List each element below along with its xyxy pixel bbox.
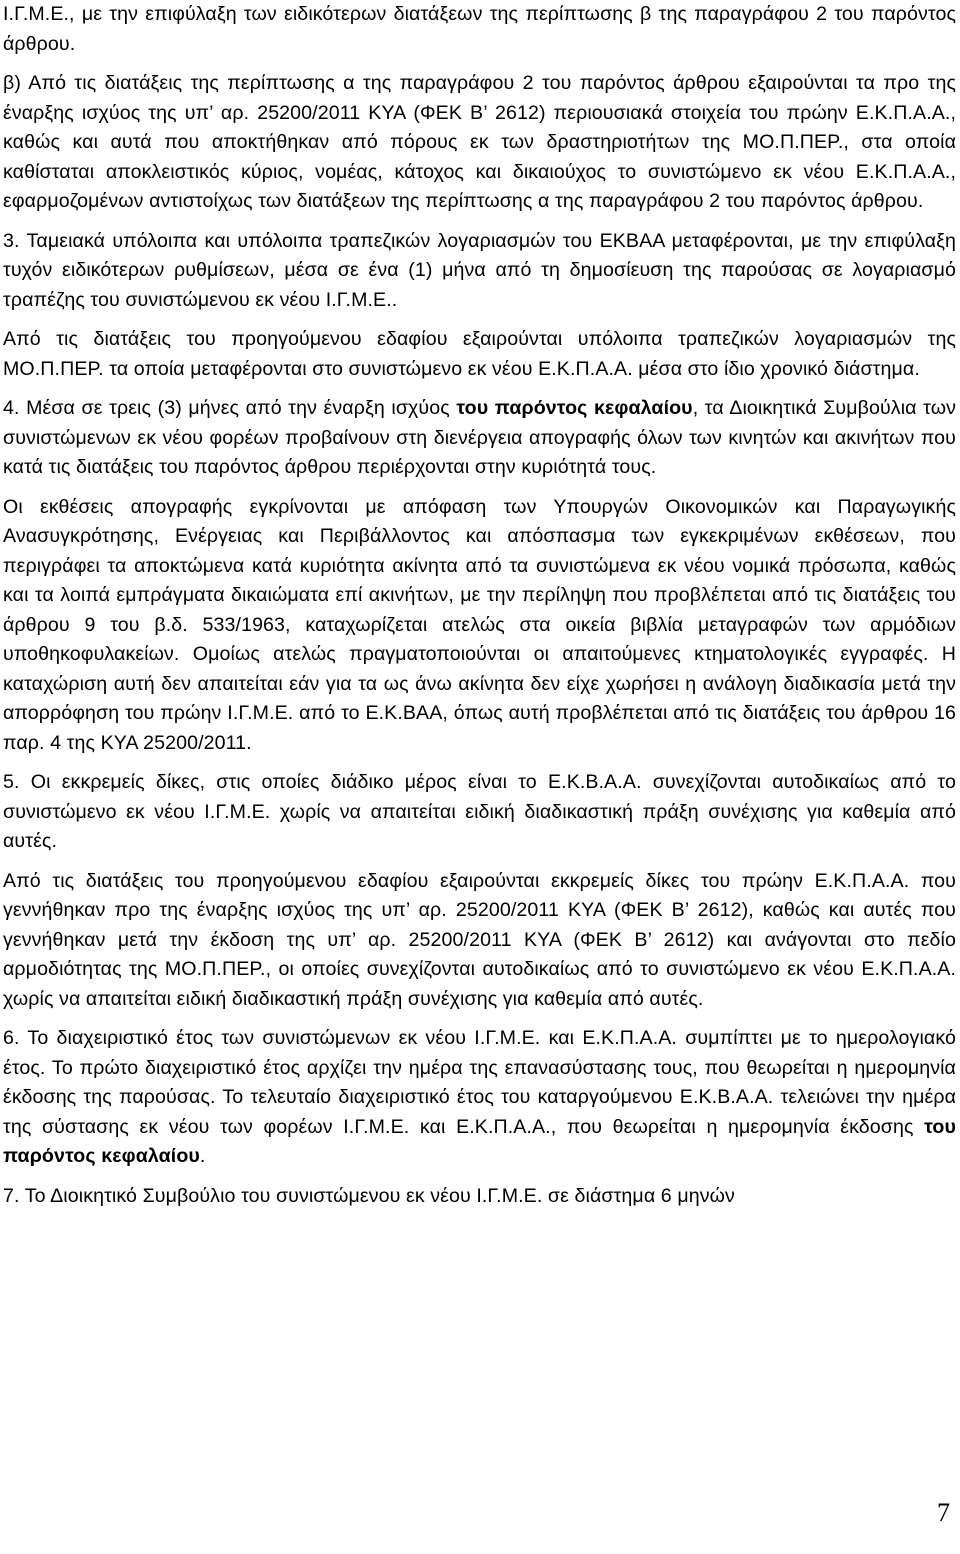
paragraph-text: Ι.Γ.Μ.Ε., με την επιφύλαξη των ειδικότερων διατάξεων της περίπτωσης β της παραγράφου 2 του παρόντος άρθρου. [3, 3, 956, 55]
paragraph [3, 867, 956, 1015]
paragraph-text: Από τις διατάξεις του προηγούμενου εδαφίου εξαιρούνται υπόλοιπα τραπεζικών λογαριασμών της ΜΟ.Π.ΠΕΡ. τα οποία μεταφέρονται στο συνιστώμενο εκ νέου Ε.Κ.Π.Α.Α. μέσα στο ίδιο χρονικό διάστημα. [3, 328, 956, 380]
paragraph-text: Από τις διατάξεις του προηγούμενου εδαφίου εξαιρούνται εκκρεμείς δίκες του πρώην Ε.Κ.Π.Α.Α. που γεννήθηκαν προ της έναρξης ισχύος της υπ’ αρ. 25200/2011 ΚΥΑ (ΦΕΚ Β’ 2612), καθώς και αυτές που γεννήθηκαν μετά την έκδοση της υπ’ αρ. 25200/2011 ΚΥΑ (ΦΕΚ Β’ 2612) και ανάγονται στο πεδίο αρμοδιότητας της ΜΟ.Π.ΠΕΡ., οι οποίες συνεχίζονται αυτοδικαίως από το συνιστώμενο εκ νέου Ε.Κ.Π.Α.Α. χωρίς να απαιτείται ειδική διαδικαστική πράξη συνέχισης για καθεμία από αυτές. [3, 869, 956, 1010]
paragraph-text: 4. Μέσα σε τρεις (3) μήνες από την έναρξη ισχύος [3, 397, 457, 419]
paragraph [3, 493, 956, 759]
paragraph [3, 394, 956, 483]
paragraph [3, 69, 956, 217]
paragraph-text: 5. Οι εκκρεμείς δίκες, στις οποίες διάδικο μέρος είναι το Ε.Κ.Β.Α.Α. συνεχίζονται αυτοδικαίως από το συνιστώμενο εκ νέου Ι.Γ.Μ.Ε. χωρίς να απαιτείται ειδική διαδικαστική πράξη συνέχισης για καθεμία από αυτές. [3, 771, 956, 852]
paragraph [3, 1182, 956, 1212]
paragraph-text: , τα Διοικητικά Συμβούλια των συνιστώμενων εκ νέου φορέων προβαίνουν στη διενέργεια απογραφής όλων των κινητών και ακινήτων που κατά τις διατάξεις του παρόντος άρθρου περιέρχονται στην κυριότητά τους. [3, 397, 957, 478]
paragraph-text: . [199, 1145, 206, 1167]
paragraph-text: 7. Το Διοικητικό Συμβούλιο του συνιστώμενου εκ νέου Ι.Γ.Μ.Ε. σε διάστημα 6 μηνών [3, 1184, 735, 1207]
paragraph-text: β) Από τις διατάξεις της περίπτωσης α της παραγράφου 2 του παρόντος άρθρου εξαιρούνται τα προ της έναρξης ισχύος της υπ’ αρ. 25200/2011 ΚΥΑ (ΦΕΚ Β’ 2612) περιουσιακά στοιχεία του πρώην Ε.Κ.Π.Α.Α., καθώς και αυτά που αποκτήθηκαν από πόρους εκ των δραστηριοτήτων της ΜΟ.Π.ΠΕΡ., στα οποία καθίσταται αποκλειστικός κύριος, νομέας, κάτοχος και δικαιούχος το συνιστώμενο εκ νέου Ε.Κ.Π.Α.Α., εφαρμοζομένων αντιστοίχως των διατάξεων της περίπτωσης α της παραγράφου 2 του παρόντος άρθρου. [3, 72, 956, 212]
bold-text: του παρόντος κεφαλαίου [3, 1115, 956, 1167]
paragraph-text: 3. Ταμειακά υπόλοιπα και υπόλοιπα τραπεζικών λογαριασμών του ΕΚΒΑΑ μεταφέρονται, με την επιφύλαξη τυχόν ειδικότερων ρυθμίσεων, μέσα σε ένα (1) μήνα από τη δημοσίευση της παρούσας σε λογαριασμό τραπέζης του συνιστώμενου εκ νέου Ι.Γ.Μ.Ε.. [3, 229, 956, 311]
paragraph [3, 227, 956, 316]
paragraph-text: 6. Το διαχειριστικό έτος των συνιστώμενων εκ νέου Ι.Γ.Μ.Ε. και Ε.Κ.Π.Α.Α. συμπίπτει με το ημερολογιακό έτος. Το πρώτο διαχειριστικό έτος αρχίζει την ημέρα της επανασύστασης τους, που θεωρείται η ημερομηνία έκδοσης της παρούσας. Το τελευταίο διαχειριστικό έτος του καταργούμενου Ε.Κ.Β.Α.Α. τελειώνει την ημέρα της σύστασης εκ νέου των φορέων Ι.Γ.Μ.Ε. και Ε.Κ.Π.Α.Α., που θεωρείται η ημερομηνία έκδοσης [3, 1027, 956, 1138]
paragraph [3, 325, 956, 384]
bold-text: του παρόντος κεφαλαίου [456, 397, 693, 419]
page-number: 7 [937, 1498, 950, 1527]
paragraph [3, 1024, 956, 1172]
paragraph [3, 768, 956, 857]
document-body [3, 0, 956, 1221]
paragraph [3, 0, 956, 59]
paragraph-text: Οι εκθέσεις απογραφής εγκρίνονται με απόφαση των Υπουργών Οικονομικών και Παραγωγικής Ανασυγκρότησης, Ενέργειας και Περιβάλλοντος και απόσπασμα των εγκεκριμένων εκθέσεων, που περιγράφει τα αποκτώμενα κατά κυριότητα ακίνητα από τα συνιστώμενα εκ νέου νομικά πρόσωπα, καθώς και τα λοιπά εμπράγματα δικαιώματα επί ακινήτων, με την περίληψη που προβλέπεται από τις διατάξεις του άρθρου 9 του β.δ. 533/1963, καταχωρίζεται ατελώς στα οικεία βιβλία μεταγραφών των αρμόδιων υποθηκοφυλακείων. Ομοίως ατελώς πραγματοποιούνται οι απαιτούμενες κτηματολογικές εγγραφές. Η καταχώριση αυτή δεν απαιτείται εάν για τα ως άνω ακίνητα δεν είχε χωρήσει η ανάλογη διαδικασία μετά την απορρόφηση του πρώην Ι.Γ.Μ.Ε. από το Ε.Κ.ΒΑΑ, όπως αυτή προβλέπεται από τις διατάξεις του άρθρου 16 παρ. 4 της ΚΥΑ 25200/2011. [3, 495, 956, 754]
